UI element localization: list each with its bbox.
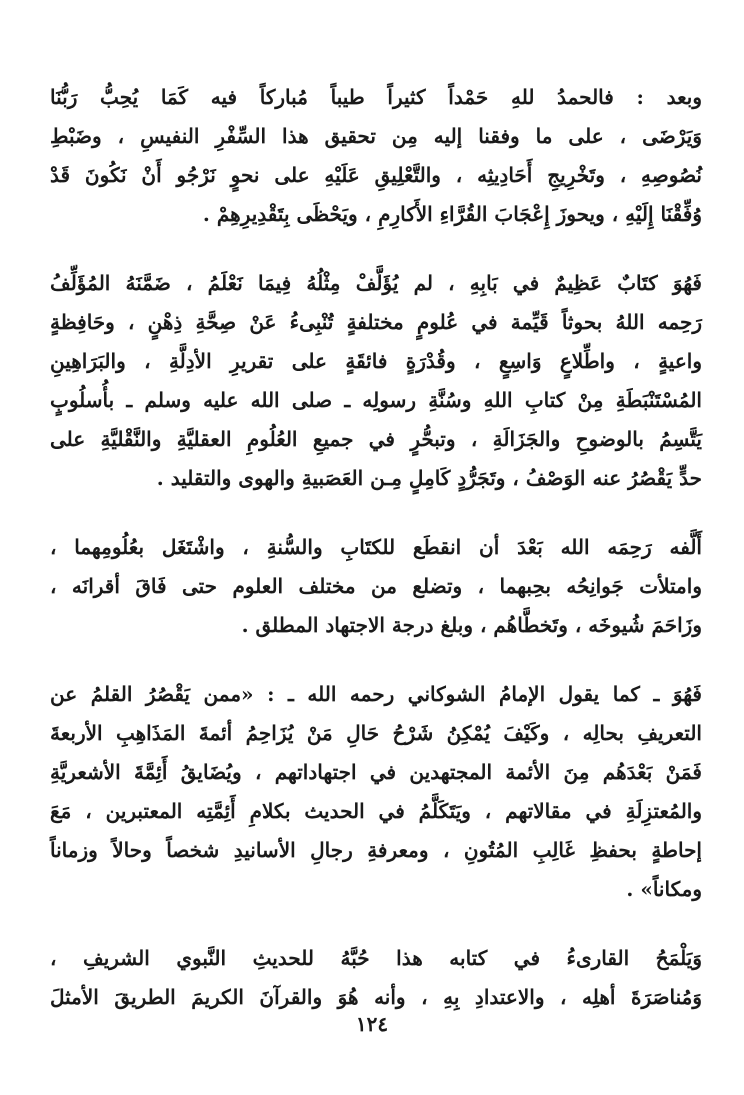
paragraph-5 [50, 939, 702, 1017]
text-line: يَتَّسِمُ بالوضوحِ والجَزَالَةِ ، وتبحُّرٍ في جميعِ العُلُومِ العقليَّةِ والنَّقْليَّةِ على [50, 427, 702, 451]
text-line: المُسْتَنْبَطَةِ مِنْ كتابِ اللهِ وسُنَّةِ رسولِه ـ صلى الله عليه وسلم ـ بأُسلُوبٍ [50, 388, 702, 412]
text-line: رَحِمه اللهُ بحوثاً قَيِّمة في عُلومٍ مختلفةٍ تُنْبِىءُ عَنْ صِحَّةِ ذِهْنٍ ، وحَافِظةٍ [50, 310, 702, 334]
text-line: وَمُناصَرَةَ أهلِه ، والاعتدادِ بِهِ ، وأنه هُوَ والقرآنَ الكريمَ الطريقَ الأمثلَ [50, 985, 702, 1009]
text-line: نُصُوصِهِ ، وتَخْرِيجِ أَحَادِيثِه ، والتَّعْلِيقِ عَلَيْهِ على نحوٍ نَرْجُو أَنْ نَكُونَ قَدْ [50, 163, 702, 187]
text-line: وامتلأت جَوانِحُه بحِبهما ، وتضلع من مختلف العلوم حتى فَاقَ أقرانَه ، [50, 574, 702, 598]
text-line: ومكاناً» . [626, 877, 702, 901]
text-line: واعيةٍ ، واطِّلاعٍ وَاسِعٍ ، وقُدْرَةٍ فائقَةٍ على تقريرِ الأدِلَّةِ ، والبَرَاهِينِ [50, 349, 702, 373]
text-line: حدٍّ يَقْصُرُ عنه الوَصْفُ ، وتَجَرُّدٍ كَامِلٍ مِـن العَصَبيةِ والهوى والتقليد . [156, 466, 702, 490]
paragraph-2 [50, 264, 702, 498]
page-body [50, 78, 702, 1047]
paragraph-1 [50, 78, 702, 234]
text-line: فَمَنْ بَعْدَهُم مِنَ الأئمة المجتهدين في اجتهاداتهم ، ويُضَايقُ أَئِمَّةَ الأشعريَّةِ [50, 760, 702, 784]
text-line: وبعد : فالحمدُ للهِ حَمْداً كثيراً طيباً مُباركاً فيه كَمَا يُحِبُّ رَبُّنَا [50, 85, 702, 109]
paragraph-4 [50, 675, 702, 909]
text-line: وَيَلْمَحُ القارىءُ في كتابه هذا حُبَّهُ للحديثِ النَّبوي الشريفِ ، [50, 946, 702, 970]
page-number: ١٢٤ [355, 1012, 389, 1036]
text-line: فَهُوَ كتَابٌ عَظِيمٌ في بَابِهِ ، لم يُؤَلَّفْ مِثْلُهُ فِيمَا نَعْلَمُ ، ضَمَّنَهُ المُؤَلِّفُ [50, 271, 702, 295]
text-line: التعريفِ بحالِه ، وكَيْفَ يُمْكِنُ شَرْحُ حَالِ مَنْ يُزَاحِمُ أئمةَ المَذَاهِبِ الأربعةَ [50, 721, 702, 745]
text-line: أَلَّفه رَحِمَه الله بَعْدَ أن انقطَع للكتَابِ والسُّنةِ ، واشْتَغَل بعُلُومِهما ، [50, 535, 702, 559]
text-line: والمُعتزِلَةِ في مقالاتهم ، ويَتَكَلَّمُ في الحديث بكلامِ أَئِمَّتِه المعتبرين ، مَعَ [50, 799, 702, 823]
text-line: إحاطةٍ بحفظِ غَالِبِ المُتُونِ ، ومعرفةِ رجالِ الأسانيدِ شخصاً وحالاً وزماناً [50, 838, 702, 862]
text-line: وَيَرْضَى ، على ما وفقنا إليه مِن تحقيق هذا السِّفْرِ النفيسِ ، وضَبْطِ [50, 124, 702, 148]
paragraph-3 [50, 528, 702, 645]
text-line: وُفِّقْنَا إِلَيْهِ ، ويحوزَ إِعْجَابَ القُرَّاءِ الأَكارِمِ ، ويَحْظَى بِتَقْدِيرِهِمْ . [202, 202, 702, 226]
text-line: فَهُوَ ـ كما يقول الإمامُ الشوكاني رحمه الله ـ : «ممن يَقْصُرُ القلمُ عن [50, 682, 702, 706]
text-line: وزَاحَمَ شُيوخَه ، وتَخطَّاهُم ، وبلغ درجة الاجتهاد المطلق . [241, 613, 702, 637]
